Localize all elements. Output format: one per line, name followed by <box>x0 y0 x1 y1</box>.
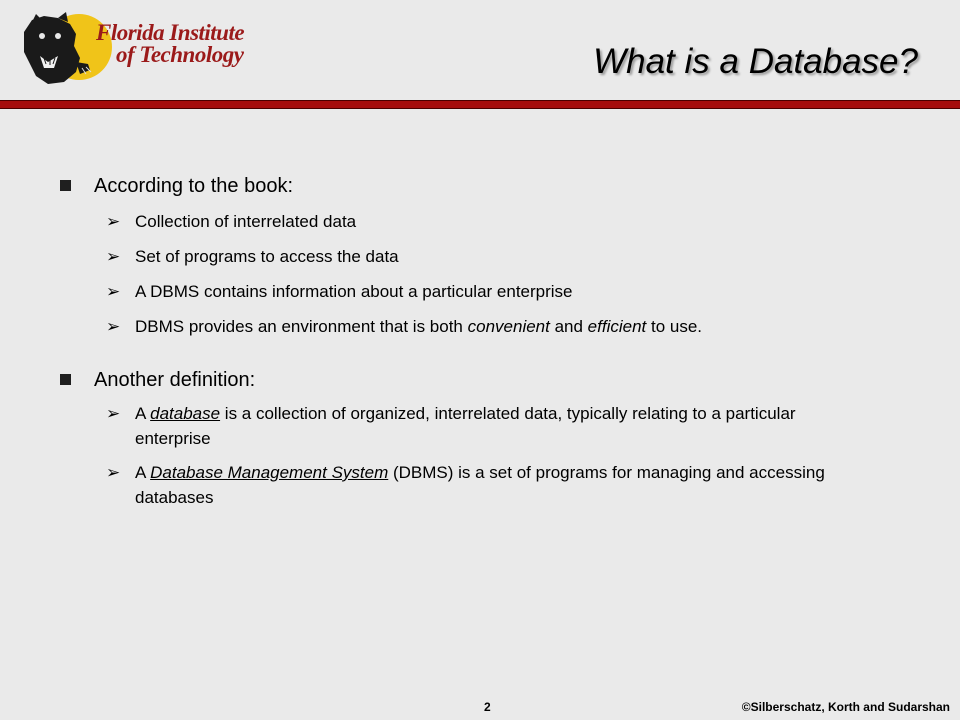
sub-bullet-text <box>135 317 702 336</box>
sub-bullet-text <box>135 463 825 507</box>
bullet-heading-1 <box>60 172 900 200</box>
term-database: database <box>150 404 221 423</box>
arrow-bullet-icon: ➢ <box>106 247 121 266</box>
logo-wordmark <box>96 22 244 66</box>
heading-text: Another definition: <box>94 369 256 391</box>
slide-body <box>60 172 900 510</box>
text-part: to use. <box>646 317 703 336</box>
sub-bullet-text: Set of programs to access the data <box>135 247 399 266</box>
square-bullet-icon <box>60 374 71 385</box>
arrow-bullet-icon: ➢ <box>106 317 121 336</box>
arrow-bullet-icon: ➢ <box>106 212 121 231</box>
emphasis-convenient: convenient <box>467 317 550 336</box>
panther-icon <box>18 12 108 88</box>
square-bullet-icon <box>60 180 71 191</box>
arrow-bullet-icon: ➢ <box>106 463 121 482</box>
heading-text: According to the book: <box>94 175 294 197</box>
text-part: (DBMS) is a set of programs for managing and accessing databases <box>135 463 825 507</box>
text-part: is a collection of organized, interrelated data, typically relating to a particular enterprise <box>135 404 796 448</box>
sub-bullet-text <box>135 404 796 448</box>
text-part: A <box>135 463 151 482</box>
text-part: and <box>549 317 588 336</box>
sub-bullet <box>60 244 875 269</box>
sub-bullet <box>60 209 875 234</box>
sub-bullet-text: A DBMS contains information about a particular enterprise <box>135 282 573 301</box>
term-dbms: Database Management System <box>150 463 389 482</box>
sub-bullet <box>60 279 875 304</box>
bullet-heading-2 <box>60 366 900 394</box>
logo-line1: Florida Institute <box>96 20 245 45</box>
fit-logo <box>18 12 248 88</box>
sub-bullet <box>60 314 875 339</box>
arrow-bullet-icon: ➢ <box>106 282 121 301</box>
text-part: DBMS provides an environment that is both <box>135 317 468 336</box>
title-divider <box>0 100 960 109</box>
arrow-bullet-icon: ➢ <box>106 404 121 423</box>
slide-title: What is a Database? <box>593 42 918 81</box>
sub-bullet-text: Collection of interrelated data <box>135 212 357 231</box>
copyright: ©Silberschatz, Korth and Sudarshan <box>741 700 950 714</box>
text-part: A <box>135 404 151 423</box>
emphasis-efficient: efficient <box>587 317 647 336</box>
logo-line2: of Technology <box>116 42 244 67</box>
sub-bullet <box>60 401 875 451</box>
page-number: 2 <box>484 700 491 714</box>
sub-bullet <box>60 460 875 510</box>
